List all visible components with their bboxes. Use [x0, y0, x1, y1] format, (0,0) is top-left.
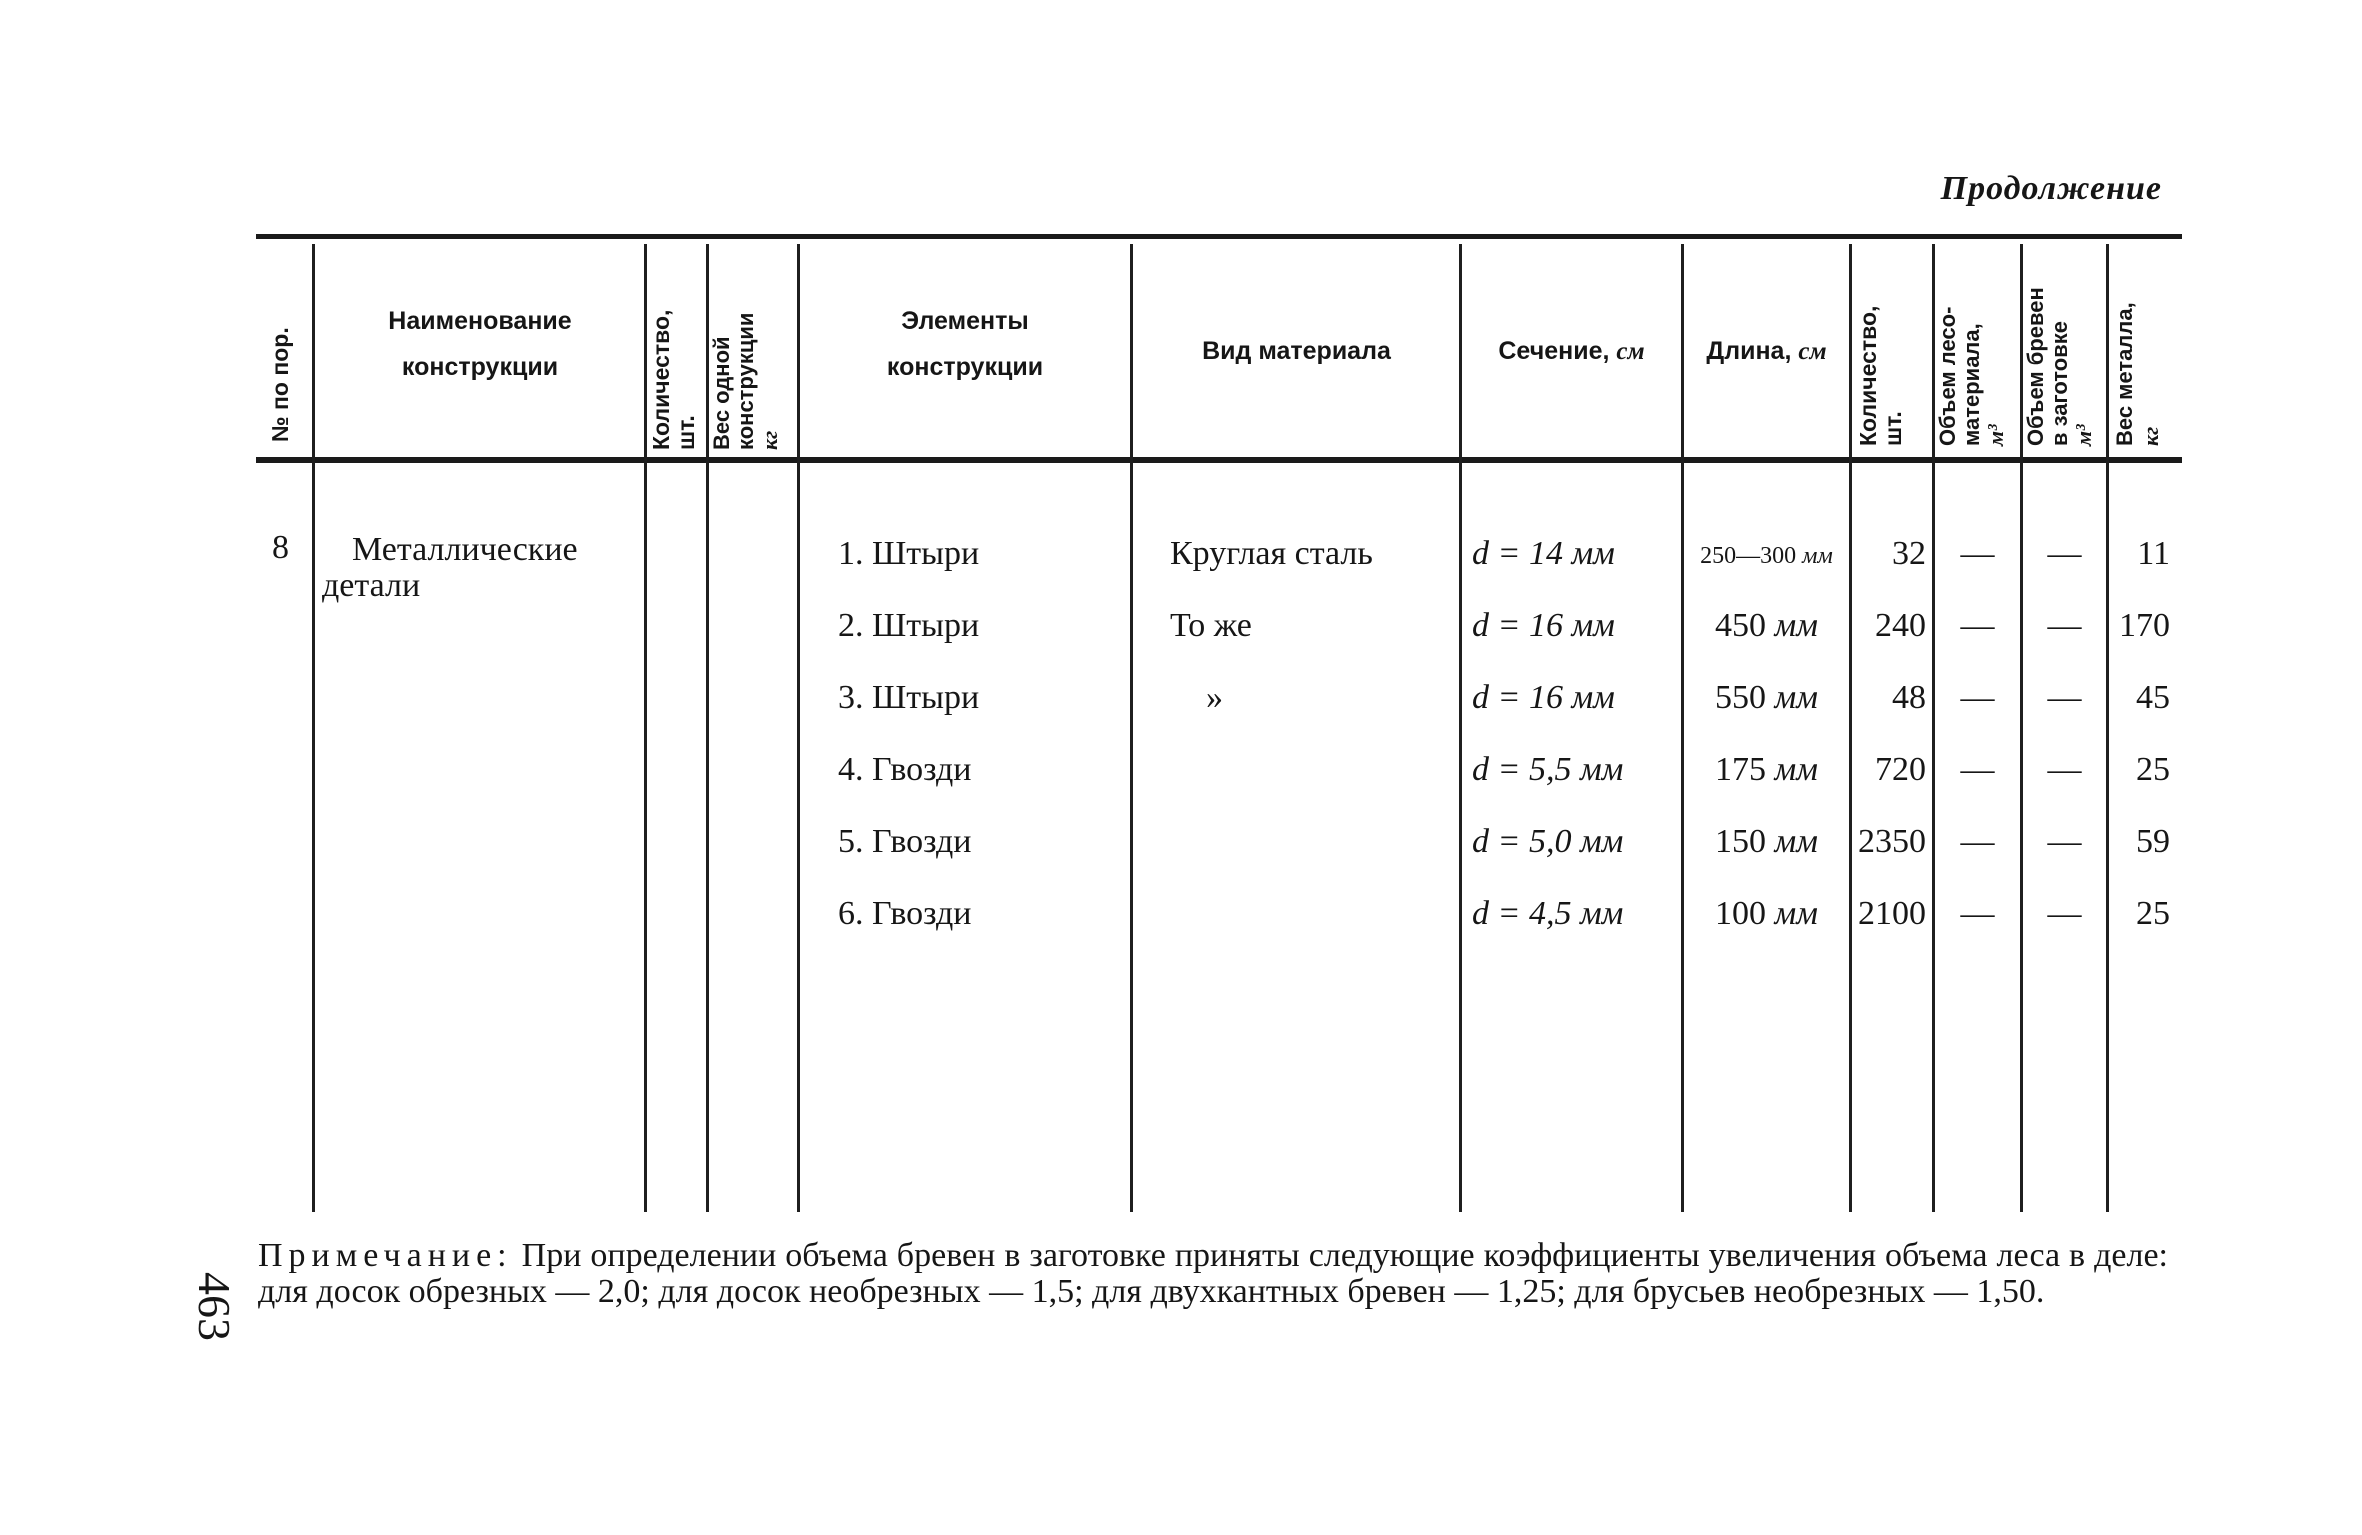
length-unit: мм: [1774, 895, 1818, 932]
header-qty: [649, 310, 699, 450]
header-metal-line1: Вес металла,: [2112, 302, 2137, 446]
footnote-label: Примечание:: [258, 1237, 513, 1274]
section-cell: [1472, 534, 1615, 574]
col-line-7: [1681, 244, 1684, 1212]
header-timber-line2: материала,: [1959, 323, 1984, 446]
section-cell: [1472, 894, 1623, 934]
length-value: 250—300: [1700, 543, 1797, 569]
timber-cell: —: [1960, 607, 1995, 644]
qty-cell: 32: [1892, 535, 1926, 572]
page-number: 463: [189, 1272, 240, 1341]
section-unit: мм: [1579, 895, 1624, 932]
section-value: d = 5,5: [1472, 751, 1572, 788]
qty-cell: 720: [1875, 751, 1926, 788]
logs-cell: —: [2047, 823, 2082, 860]
logs-cell: —: [2047, 607, 2082, 644]
timber-cell: —: [1960, 895, 1995, 932]
length-value: 450: [1715, 607, 1767, 644]
element-cell: 5. Гвозди: [838, 823, 972, 860]
logs-cell: —: [2047, 535, 2082, 572]
table-top-rule: [256, 234, 2182, 239]
header-name: [316, 298, 644, 390]
header-metal: [2112, 302, 2164, 446]
col-line-8: [1849, 244, 1852, 1212]
logs-cell: —: [2047, 895, 2082, 932]
element-cell: 4. Гвозди: [838, 751, 972, 788]
length-unit: мм: [1774, 751, 1818, 788]
footnote: [258, 1238, 2168, 1310]
header-elements: [800, 298, 1130, 390]
section-value: d = 16: [1472, 607, 1563, 644]
metal-cell: 45: [2136, 679, 2170, 716]
header-section-unit: см: [1616, 338, 1645, 365]
col-line-5: [1130, 244, 1133, 1212]
element-cell: 1. Штыри: [838, 535, 980, 572]
timber-cell: —: [1960, 823, 1995, 860]
section-value: d = 5,0: [1472, 823, 1572, 860]
section-unit: мм: [1571, 679, 1615, 716]
qty-cell: 2100: [1858, 895, 1926, 932]
length-value: 175: [1715, 751, 1767, 788]
length-value: 550: [1715, 679, 1767, 716]
material-cell: Круглая сталь: [1170, 535, 1373, 572]
header-timber: [1936, 307, 2008, 446]
header-num: [268, 327, 293, 442]
section-unit: мм: [1571, 607, 1615, 644]
header-metal-unit: кг: [2138, 426, 2163, 446]
section-value: d = 16: [1472, 679, 1563, 716]
header-section: [1462, 328, 1681, 375]
header-qty2-line2: шт.: [1880, 411, 1906, 446]
section-cell: [1472, 678, 1615, 718]
header-length-label: Длина,: [1706, 337, 1792, 365]
material-cell: То же: [1170, 607, 1252, 644]
element-cell: 3. Штыри: [838, 679, 980, 716]
metal-cell: 25: [2136, 895, 2170, 932]
section-cell: [1472, 606, 1615, 646]
qty-cell: 240: [1875, 607, 1926, 644]
header-logs-line2: в заготовке: [2047, 321, 2072, 446]
construction-name-line2: детали: [322, 567, 421, 604]
section-cell: [1472, 750, 1623, 790]
material-cell: »: [1206, 679, 1223, 716]
metal-cell: 59: [2136, 823, 2170, 860]
header-material-label: Вид материала: [1202, 337, 1391, 365]
header-bottom-rule: [256, 457, 2182, 463]
header-material: [1134, 328, 1459, 374]
qty-cell: 48: [1892, 679, 1926, 716]
length-unit: мм: [1774, 607, 1818, 644]
header-qty2: [1856, 306, 1906, 446]
header-length: [1684, 328, 1849, 375]
length-cell: [1684, 678, 1849, 718]
metal-cell: 11: [2137, 535, 2170, 572]
footnote-text: При определении объема бревен в заготовке приняты следующие коэффициенты увеличения объема леса в деле: для досок обрезных — 2,0; для досок необрезных — 1,5; для двухкантных бревен — 1,25; для брусьев необрезных — 1,50.: [258, 1237, 2169, 1310]
header-weight-line2: конструкции: [733, 312, 758, 450]
length-cell: [1684, 822, 1849, 862]
section-cell: [1472, 822, 1623, 862]
header-elements-line1: Элементы: [901, 307, 1029, 335]
section-unit: мм: [1571, 535, 1615, 572]
length-cell: [1684, 536, 1849, 576]
col-line-2: [644, 244, 647, 1212]
header-qty-line2: шт.: [673, 415, 699, 450]
header-logs-line1: Объем бревен: [2023, 287, 2048, 446]
header-elements-line2: конструкции: [886, 353, 1044, 381]
element-cell: 6. Гвозди: [838, 895, 972, 932]
col-line-11: [2106, 244, 2109, 1212]
header-timber-unit: м³: [1983, 424, 2008, 446]
header-length-unit: см: [1798, 338, 1827, 365]
length-cell: [1684, 750, 1849, 790]
header-weight: [710, 313, 782, 450]
metal-cell: 25: [2136, 751, 2170, 788]
header-qty2-line1: Количество,: [1855, 305, 1881, 446]
length-cell: [1684, 894, 1849, 934]
timber-cell: —: [1960, 679, 1995, 716]
logs-cell: —: [2047, 751, 2082, 788]
header-section-label: Сечение,: [1498, 337, 1610, 365]
length-cell: [1684, 606, 1849, 646]
metal-cell: 170: [2119, 607, 2170, 644]
length-unit: мм: [1774, 823, 1818, 860]
length-unit: мм: [1802, 543, 1833, 569]
header-timber-line1: Объем лесо-: [1935, 306, 1960, 446]
row-number: 8: [272, 529, 289, 566]
header-weight-unit: кг: [757, 430, 782, 450]
col-line-6: [1459, 244, 1462, 1212]
length-value: 150: [1715, 823, 1767, 860]
section-value: d = 4,5: [1472, 895, 1572, 932]
header-qty-line1: Количество,: [648, 309, 674, 450]
element-cell: 2. Штыри: [838, 607, 980, 644]
section-unit: мм: [1579, 751, 1624, 788]
length-value: 100: [1715, 895, 1767, 932]
header-logs-unit: м³: [2071, 424, 2096, 446]
header-name-line2: конструкции: [401, 353, 559, 381]
timber-cell: —: [1960, 751, 1995, 788]
length-unit: мм: [1774, 679, 1818, 716]
logs-cell: —: [2047, 679, 2082, 716]
header-logs: [2024, 287, 2096, 446]
timber-cell: —: [1960, 535, 1995, 572]
qty-cell: 2350: [1858, 823, 1926, 860]
col-line-1: [312, 244, 315, 1212]
header-weight-line1: Вес одной: [709, 336, 734, 450]
header-num-label: № по пор.: [267, 327, 293, 442]
continuation-label: Продолжение: [1940, 170, 2162, 207]
construction-name-line1: Металлические: [352, 531, 578, 568]
section-value: d = 14: [1472, 535, 1563, 572]
header-name-line1: Наименование: [388, 307, 572, 335]
section-unit: мм: [1579, 823, 1624, 860]
